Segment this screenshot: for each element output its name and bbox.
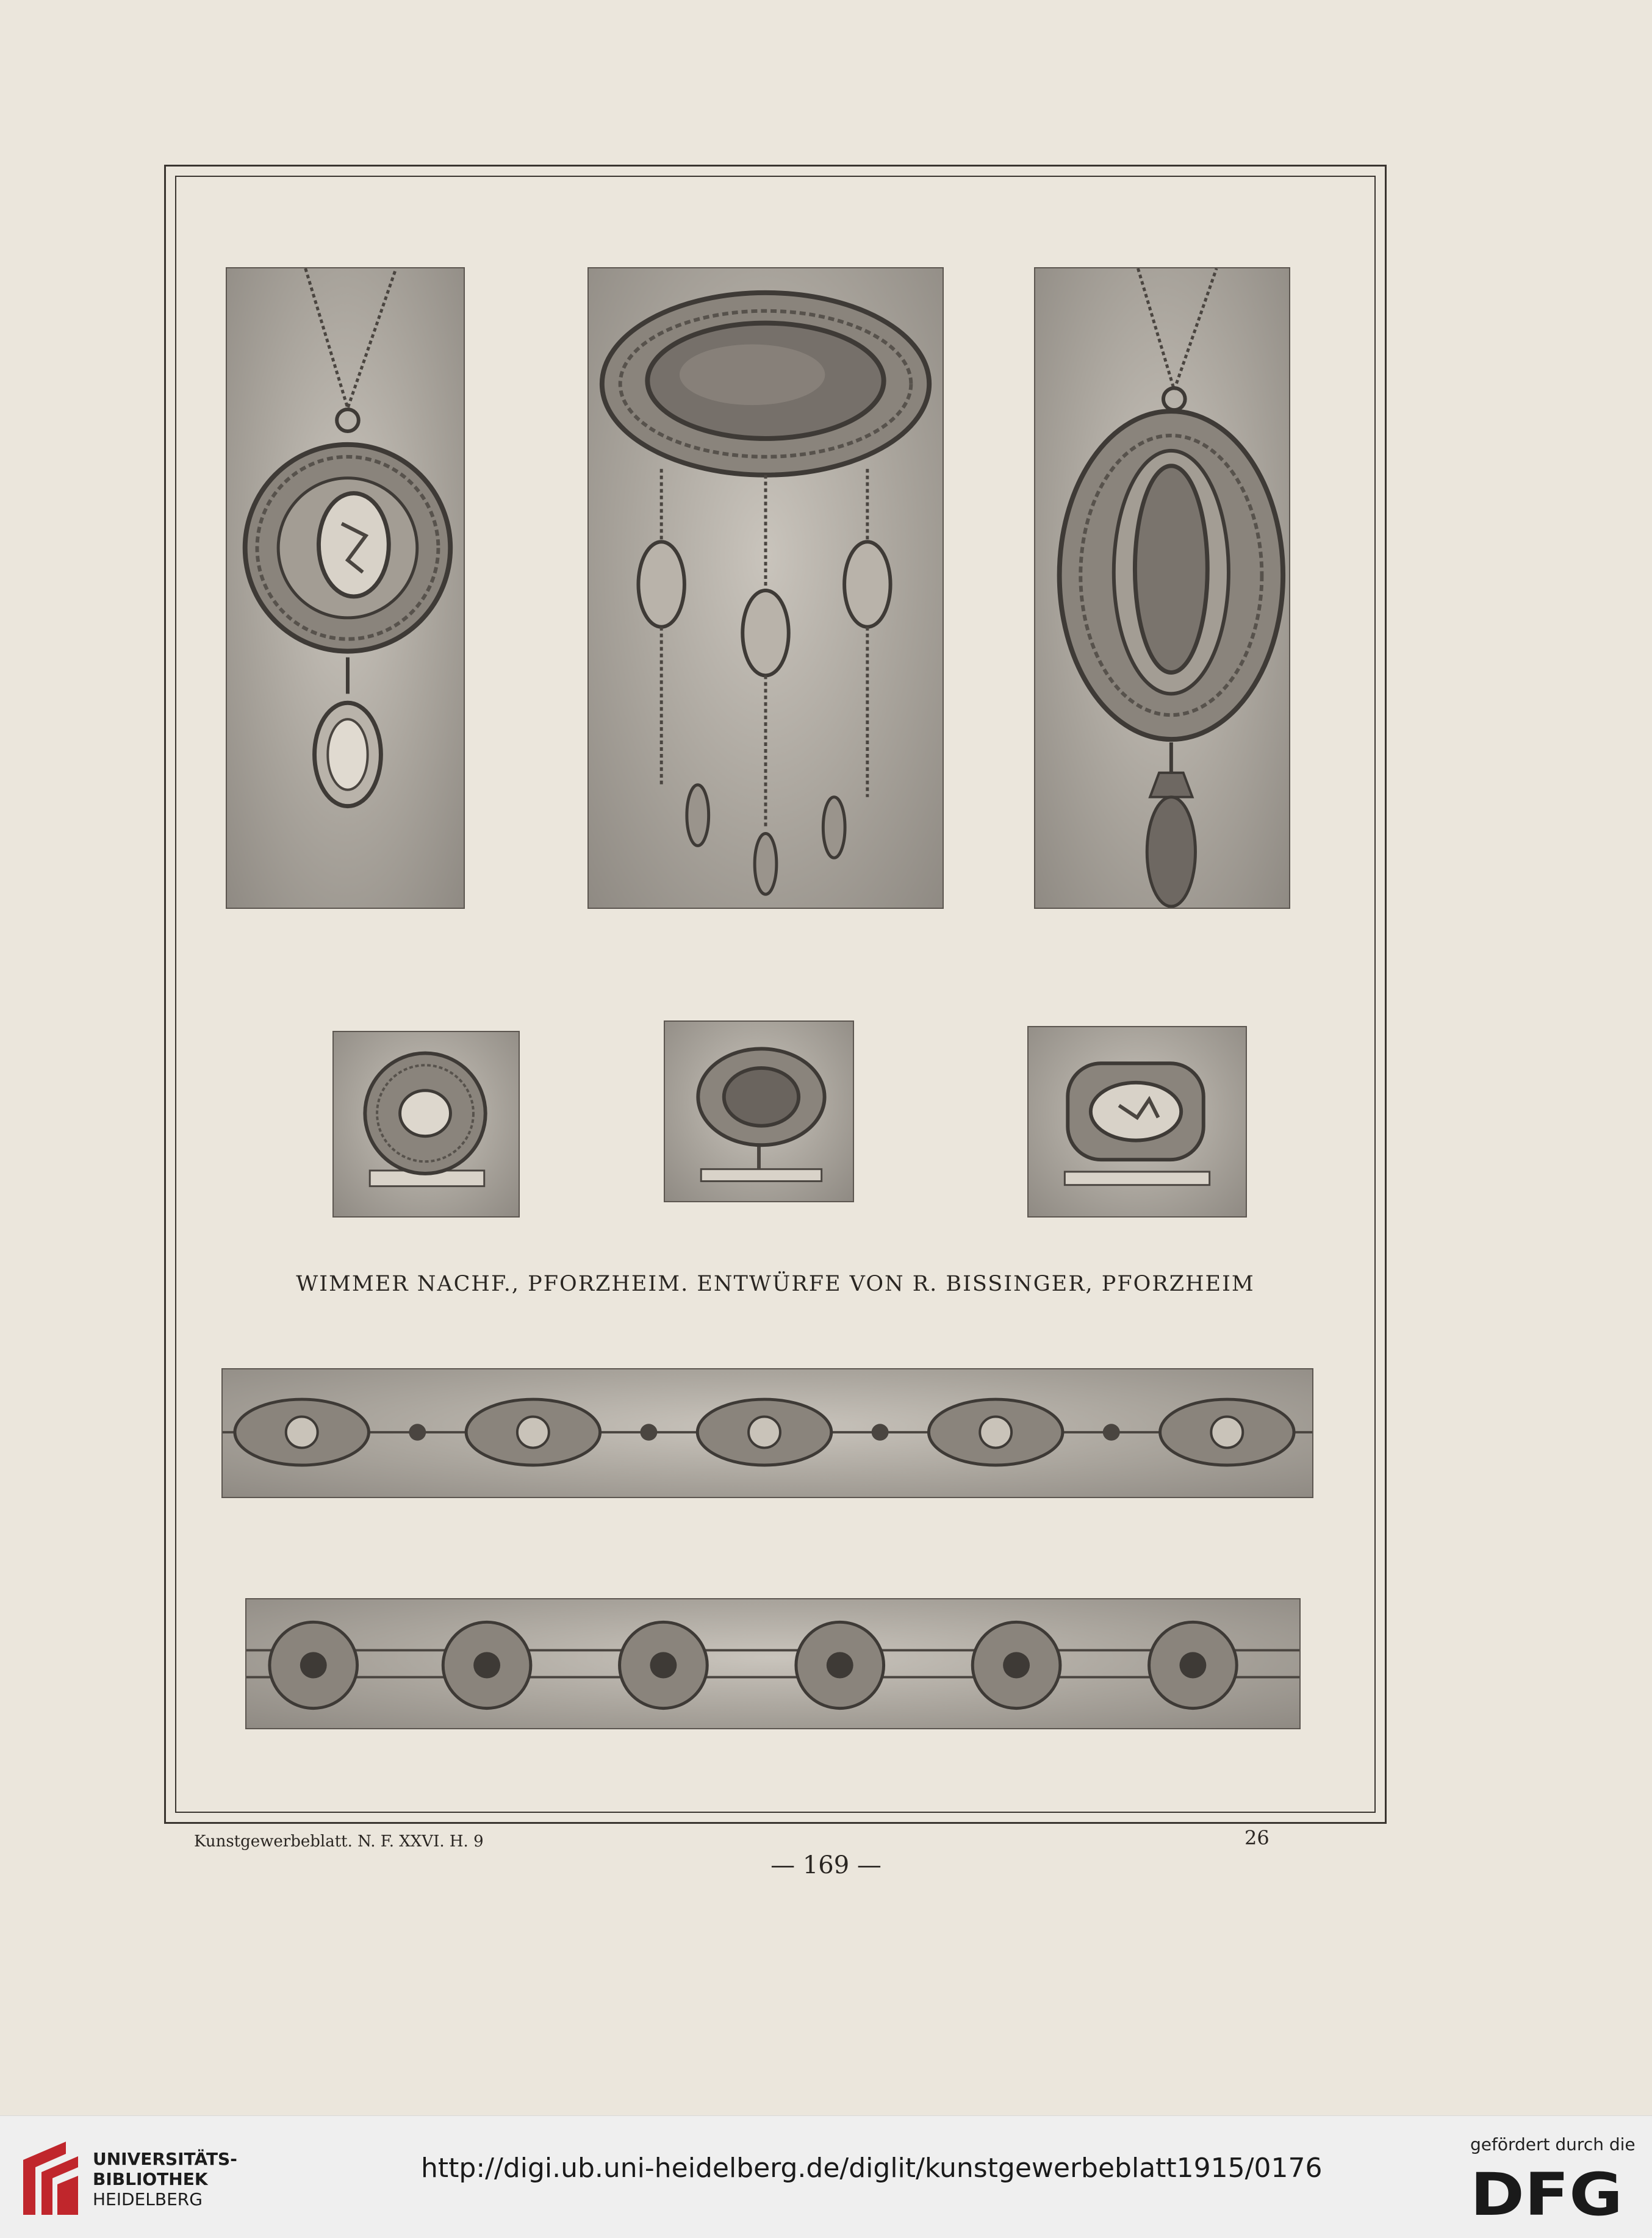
permalink-url[interactable]: http://digi.ub.uni-heidelberg.de/diglit/kunstgewerbeblatt1915/0176 — [421, 2153, 1323, 2184]
page-number: — 169 — — [770, 1851, 882, 1879]
figure-caption: WIMMER NACHF., PFORZHEIM. ENTWÜRFE VON R. BISSINGER, PFORZHEIM — [296, 1272, 1255, 1296]
digitization-footer — [0, 2115, 1652, 2238]
funding-label: gefördert durch die — [1470, 2134, 1636, 2154]
photo-bracelet-upper — [221, 1368, 1313, 1498]
library-line-3: HEIDELBERG — [93, 2189, 203, 2209]
library-name — [93, 2149, 237, 2209]
photo-bracelet-lower — [245, 1598, 1301, 1729]
signature-mark: 26 — [1244, 1826, 1270, 1849]
photo-cufflink-right — [1027, 1026, 1247, 1218]
library-line-1: UNIVERSITÄTS- — [93, 2149, 237, 2169]
journal-reference: Kunstgewerbeblatt. N. F. XXVI. H. 9 — [194, 1832, 484, 1851]
dfg-logo-text: DFG — [1470, 2165, 1623, 2220]
library-line-2: BIBLIOTHEK — [93, 2169, 208, 2189]
photo-cufflink-left — [332, 1031, 520, 1218]
photo-brooch-drops — [587, 267, 944, 909]
photo-pendant-right — [1034, 267, 1290, 909]
dfg-logo — [1470, 2165, 1629, 2220]
photo-cufflink-middle — [664, 1020, 854, 1202]
photo-pendant-left — [226, 267, 465, 909]
ub-heidelberg-logo-icon — [17, 2136, 84, 2221]
